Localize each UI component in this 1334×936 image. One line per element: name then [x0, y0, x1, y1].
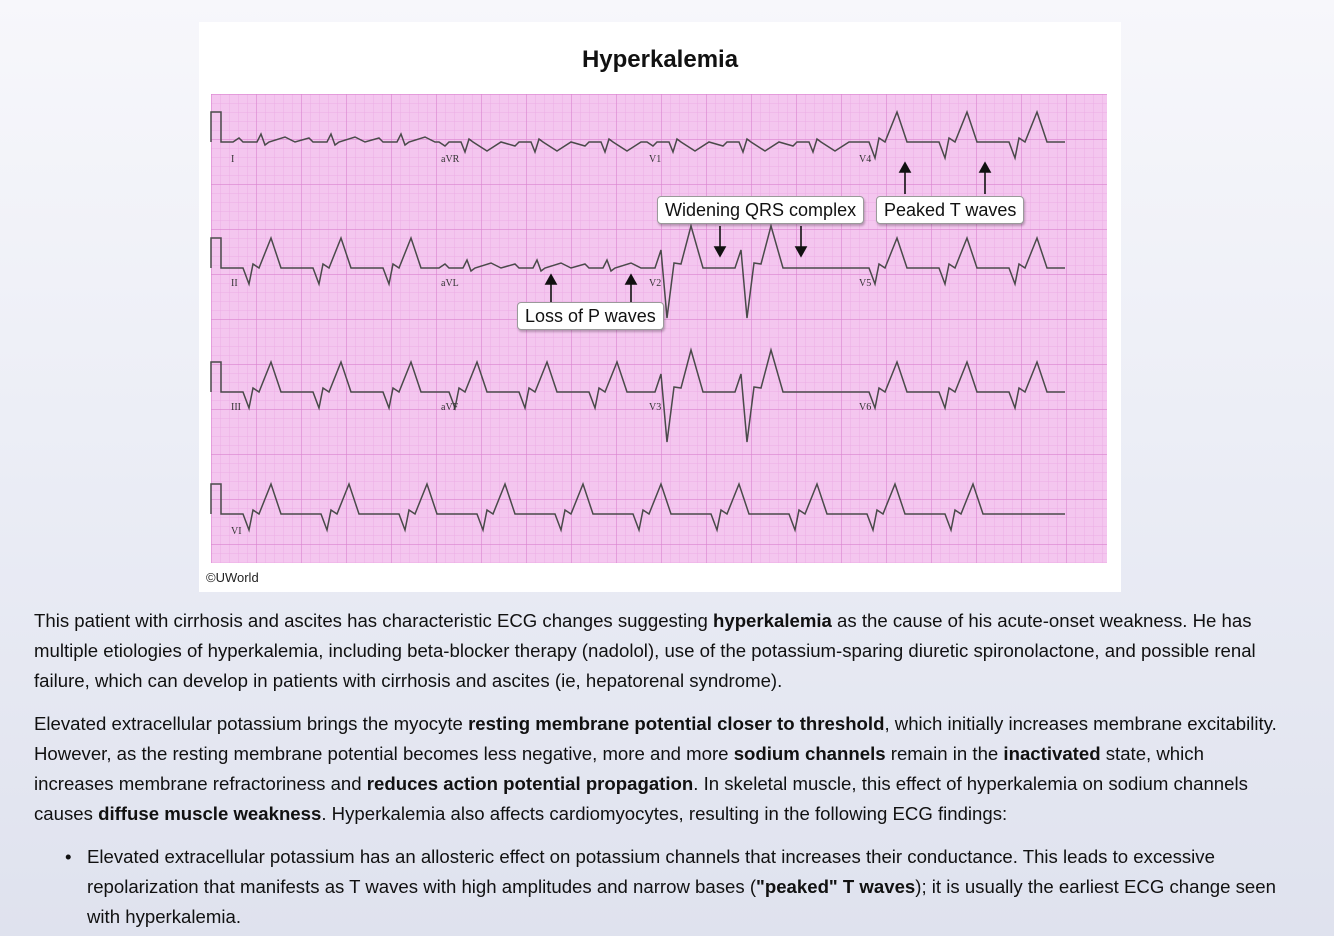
lead-label-v3: V3: [649, 402, 662, 413]
widening-qrs-callout: Widening QRS complex: [657, 196, 864, 224]
p2-text-1: Elevated extracellular potassium brings the myocyte: [34, 713, 469, 734]
peaked-t-callout: Peaked T waves: [876, 196, 1024, 224]
p2-text-4: state, which increases membrane refractoriness and: [34, 743, 1204, 794]
lead-label-vi: VI: [231, 526, 242, 537]
p2-bold-2: sodium channels: [733, 743, 886, 764]
figure-title: Hyperkalemia: [581, 46, 739, 73]
lead-label-i: I: [231, 154, 235, 165]
loss-p-callout: Loss of P waves: [517, 302, 664, 330]
lead-label-v2: V2: [649, 278, 662, 289]
lead-label-v1: V1: [649, 154, 662, 165]
p2-text-3: remain in the: [885, 743, 1004, 764]
p2-bold-1: resting membrane potential closer to threshold: [468, 713, 885, 734]
explanation-text: [34, 606, 1284, 932]
bullet-bold-1: "peaked" T waves: [756, 876, 916, 897]
p2-text-2: , which initially increases membrane excitability. However, as the resting membrane potential becomes less negative, more and more: [34, 713, 1277, 764]
lead-label-v6: V6: [859, 402, 872, 413]
p2-bold-5: diffuse muscle weakness: [98, 803, 322, 824]
lead-label-avf: aVF: [441, 402, 459, 413]
p1-bold-1: hyperkalemia: [713, 610, 832, 631]
list-item: [65, 842, 1284, 932]
bullet-icon: •: [65, 846, 72, 867]
lead-label-avl: aVL: [441, 278, 459, 289]
ecg-figure: [199, 22, 1121, 592]
p2-text-6: . Hyperkalemia also affects cardiomyocytes, resulting in the following ECG findings:: [321, 803, 1008, 824]
lead-label-iii: III: [231, 402, 241, 413]
lead-label-v5: V5: [859, 278, 872, 289]
p1-text-1: This patient with cirrhosis and ascites has characteristic ECG changes suggesting: [34, 610, 713, 631]
p2-bold-3: inactivated: [1003, 743, 1101, 764]
p1-text-2: as the cause of his acute-onset weakness. He has multiple etiologies of hyperkalemia, including beta-blocker therapy (nadolol), use of the potassium-sparing diuretic spironolactone, and possible renal failure, which can develop in patients with cirrhosis and ascites (ie, hepatorenal syndrome).: [34, 610, 1256, 691]
lead-label-ii: II: [231, 278, 238, 289]
copyright-label: ©UWorld: [206, 570, 259, 585]
bullet-text-2: ); it is usually the earliest ECG change seen with hyperkalemia.: [87, 876, 1276, 927]
lead-label-v4: V4: [859, 154, 872, 165]
bullet-text-1: Elevated extracellular potassium has an allosteric effect on potassium channels that increases their conductance. This leads to excessive repolarization that manifests as T waves with high amplitudes and narrow bases (: [87, 846, 1215, 897]
p2-bold-4: reduces action potential propagation: [366, 773, 694, 794]
paragraph-1: [34, 606, 1284, 696]
p2-text-5: . In skeletal muscle, this effect of hyperkalemia on sodium channels causes: [34, 773, 1248, 824]
paragraph-2: [34, 709, 1284, 829]
lead-label-avr: aVR: [441, 154, 460, 165]
findings-list: [34, 842, 1284, 932]
